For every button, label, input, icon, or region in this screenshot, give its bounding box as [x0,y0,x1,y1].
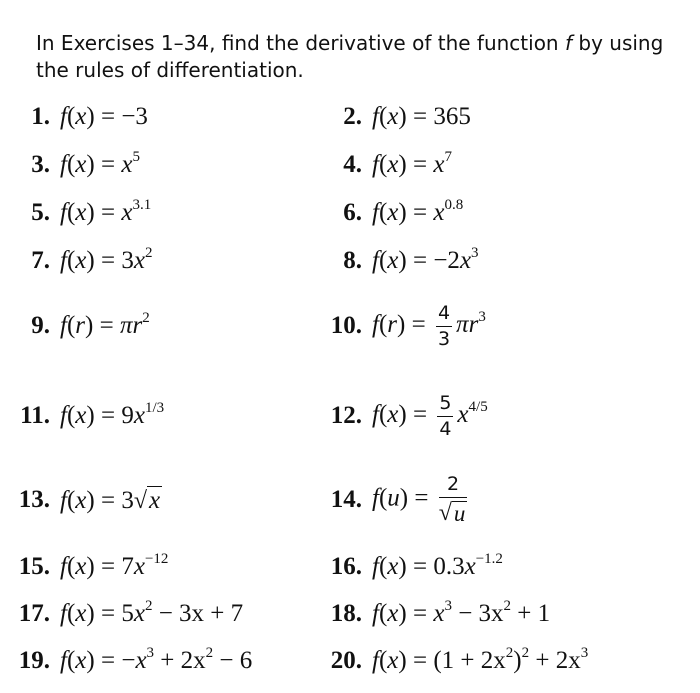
exercise-number: 2. [343,103,362,130]
exercise-number: 20. [330,647,362,674]
exercise-15 [6,547,168,587]
fraction: $\frac{4}{3}$ [437,301,451,350]
exercise-formula: $f(x) = x^5$ [60,149,140,178]
exercise-number: 8. [343,247,362,274]
instructions-text [36,30,676,84]
exercise-number: 3. [31,151,50,178]
exercise-1 [6,97,148,137]
exercise-number: 9. [31,312,50,339]
exercise-20 [318,641,588,681]
exercise-formula: $f(x) = -x^3 + 2x^2 - 6$ [60,645,253,674]
exercise-13 [6,480,162,520]
exercise-formula: $f(x) = 0.3x^{-1.2}$ [372,551,503,580]
exercise-formula: $f(x) = x^{3.1}$ [60,197,152,226]
exercise-18 [318,594,550,634]
exercise-17 [6,594,243,634]
exercise-14 [318,473,471,526]
exercise-2 [318,97,471,137]
exercise-number: 16. [330,553,362,580]
exercise-number: 14. [330,486,362,513]
exercise-10 [318,301,486,350]
exercise-number: 5. [31,199,50,226]
fraction: $\frac{5}{4}$ [439,391,452,440]
square-root: √ u [438,500,466,526]
exercise-3 [6,145,140,185]
exercise-number: 6. [343,199,362,226]
exercise-formula: $f(x) = 3x^2$ [60,245,153,274]
exercise-formula: $f(x) = 5x^2 - 3x + 7$ [60,598,244,627]
exercise-number: 12. [330,402,362,429]
exercise-12 [318,391,488,440]
exercise-formula: $f(x) = (1 + 2x^2)^2 + 2x^3$ [372,645,589,674]
exercise-16 [318,547,503,587]
exercise-formula: f(x) = 365 [372,103,471,130]
exercise-formula: $f(x) = -2x^3$ [372,245,479,274]
exercise-8 [318,241,479,281]
exercise-formula: f(u) = 2 √ u [372,473,466,526]
exercise-number: 11. [20,402,50,429]
exercise-number: 13. [18,486,50,513]
exercise-6 [318,193,463,233]
exercise-number: 18. [330,600,362,627]
exercise-formula: $f(x) = x^3 - 3x^2 + 1$ [372,598,551,627]
exercise-formula: $f(x) = x^7$ [372,149,452,178]
exercise-5 [6,193,151,233]
exercise-4 [318,145,452,185]
square-root: √ x [133,486,161,514]
exercise-formula: $f(r) = \pi r^2$ [60,310,150,339]
exercise-9 [6,306,150,346]
instructions-after: by using the rules of differentiation. [36,31,664,82]
exercise-formula: $f(x) = 9x^{1/3}$ [60,400,165,429]
exercise-19 [6,641,252,681]
instructions-before: In Exercises 1–34, find the derivative of the function [36,31,565,55]
exercise-7 [6,241,152,281]
instructions-function-name: f [564,31,573,55]
exercise-number: 19. [18,647,50,674]
exercise-number: 4. [343,151,362,178]
exercise-formula: $f(x) = x^{0.8}$ [372,197,464,226]
exercise-number: 10. [330,312,362,339]
fraction: 2 √ u [438,473,466,526]
exercise-formula: $f(x) = 7x^{-12}$ [60,551,169,580]
exercise-formula: f(x) = 3 √ x [60,486,161,514]
exercise-formula: f(r) = $\frac{4}{3}$ $\pi r^3$ [372,301,486,350]
exercise-number: 17. [18,600,50,627]
exercise-number: 7. [31,247,50,274]
exercise-number: 15. [18,553,50,580]
exercise-number: 1. [31,103,50,130]
exercise-11 [6,396,164,436]
exercise-formula: f(x) = −3 [60,103,148,130]
exercise-formula: f(x) = $\frac{5}{4}$ $x^{4/5}$ [372,391,488,440]
